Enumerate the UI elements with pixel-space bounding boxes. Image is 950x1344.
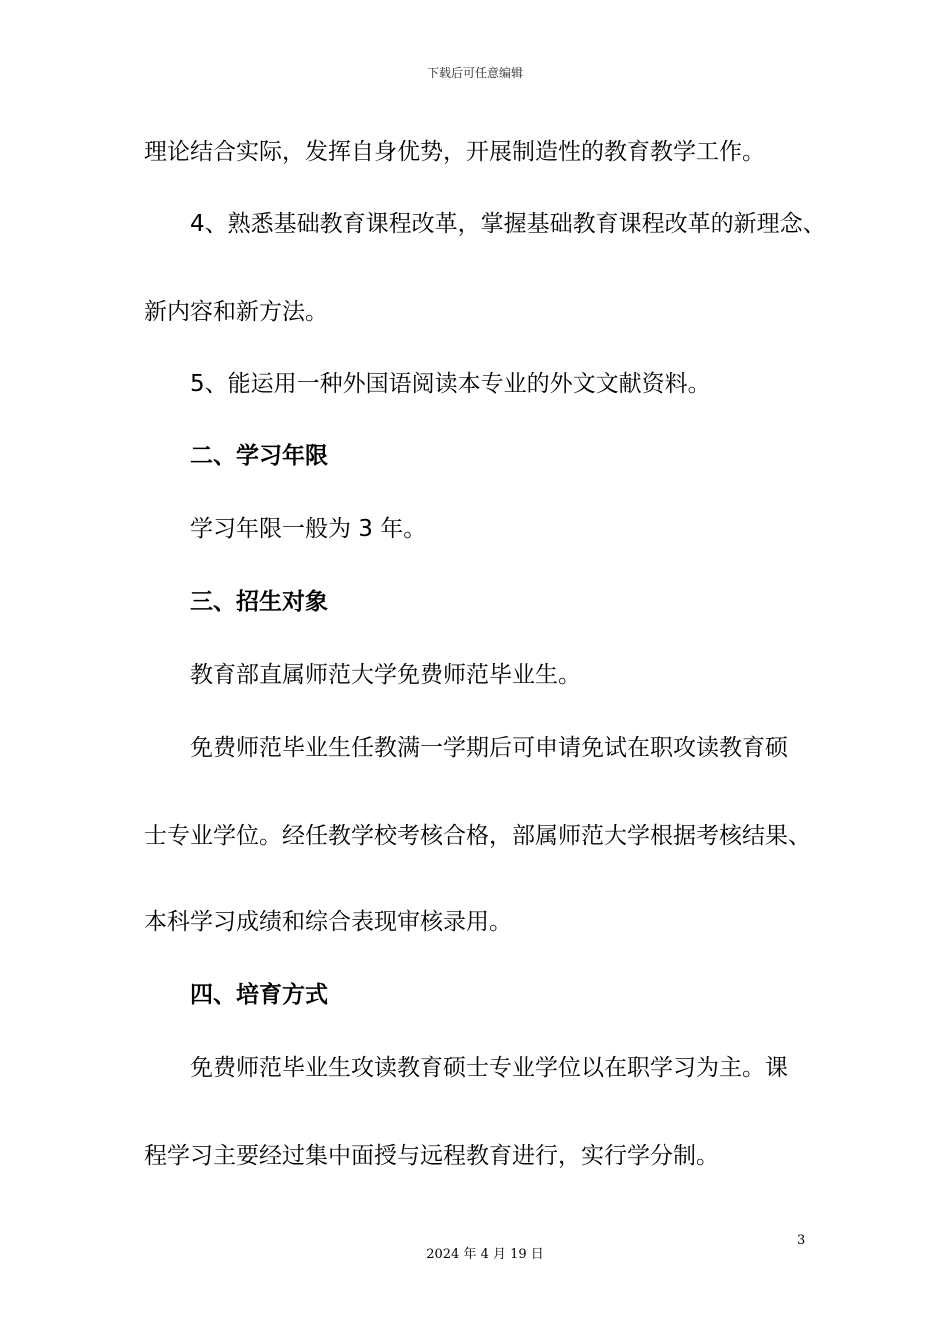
paragraph-line: 4、熟悉基础教育课程改革，掌握基础教育课程改革的新理念、 xyxy=(190,211,826,237)
page-number: 3 xyxy=(797,1233,806,1248)
paragraph-line: 本科学习成绩和综合表现审核录用。 xyxy=(144,909,512,935)
page-header: 下载后可任意编辑 xyxy=(426,66,523,80)
page-footer-date: 2024 年 4 月 19 日 xyxy=(426,1247,544,1262)
paragraph-line: 学习年限一般为 3 年。 xyxy=(190,516,427,542)
paragraph-line: 免费师范毕业生攻读教育硕士专业学位以在职学习为主。课 xyxy=(190,1055,788,1081)
paragraph-line: 士专业学位。经任教学校考核合格，部属师范大学根据考核结果、 xyxy=(144,823,811,849)
paragraph-line: 5、能运用一种外国语阅读本专业的外文文献资料。 xyxy=(190,371,711,397)
paragraph-line: 程学习主要经过集中面授与远程教育进行，实行学分制。 xyxy=(144,1143,719,1169)
paragraph-line: 教育部直属师范大学免费师范毕业生。 xyxy=(190,662,581,688)
paragraph-line: 新内容和新方法。 xyxy=(144,299,328,325)
section-heading: 三、招生对象 xyxy=(190,589,328,615)
section-heading: 四、培育方式 xyxy=(190,982,328,1008)
section-heading: 二、学习年限 xyxy=(190,443,328,469)
paragraph-line: 理论结合实际，发挥自身优势，开展制造性的教育教学工作。 xyxy=(144,139,765,165)
paragraph-line: 免费师范毕业生任教满一学期后可申请免试在职攻读教育硕 xyxy=(190,735,788,761)
